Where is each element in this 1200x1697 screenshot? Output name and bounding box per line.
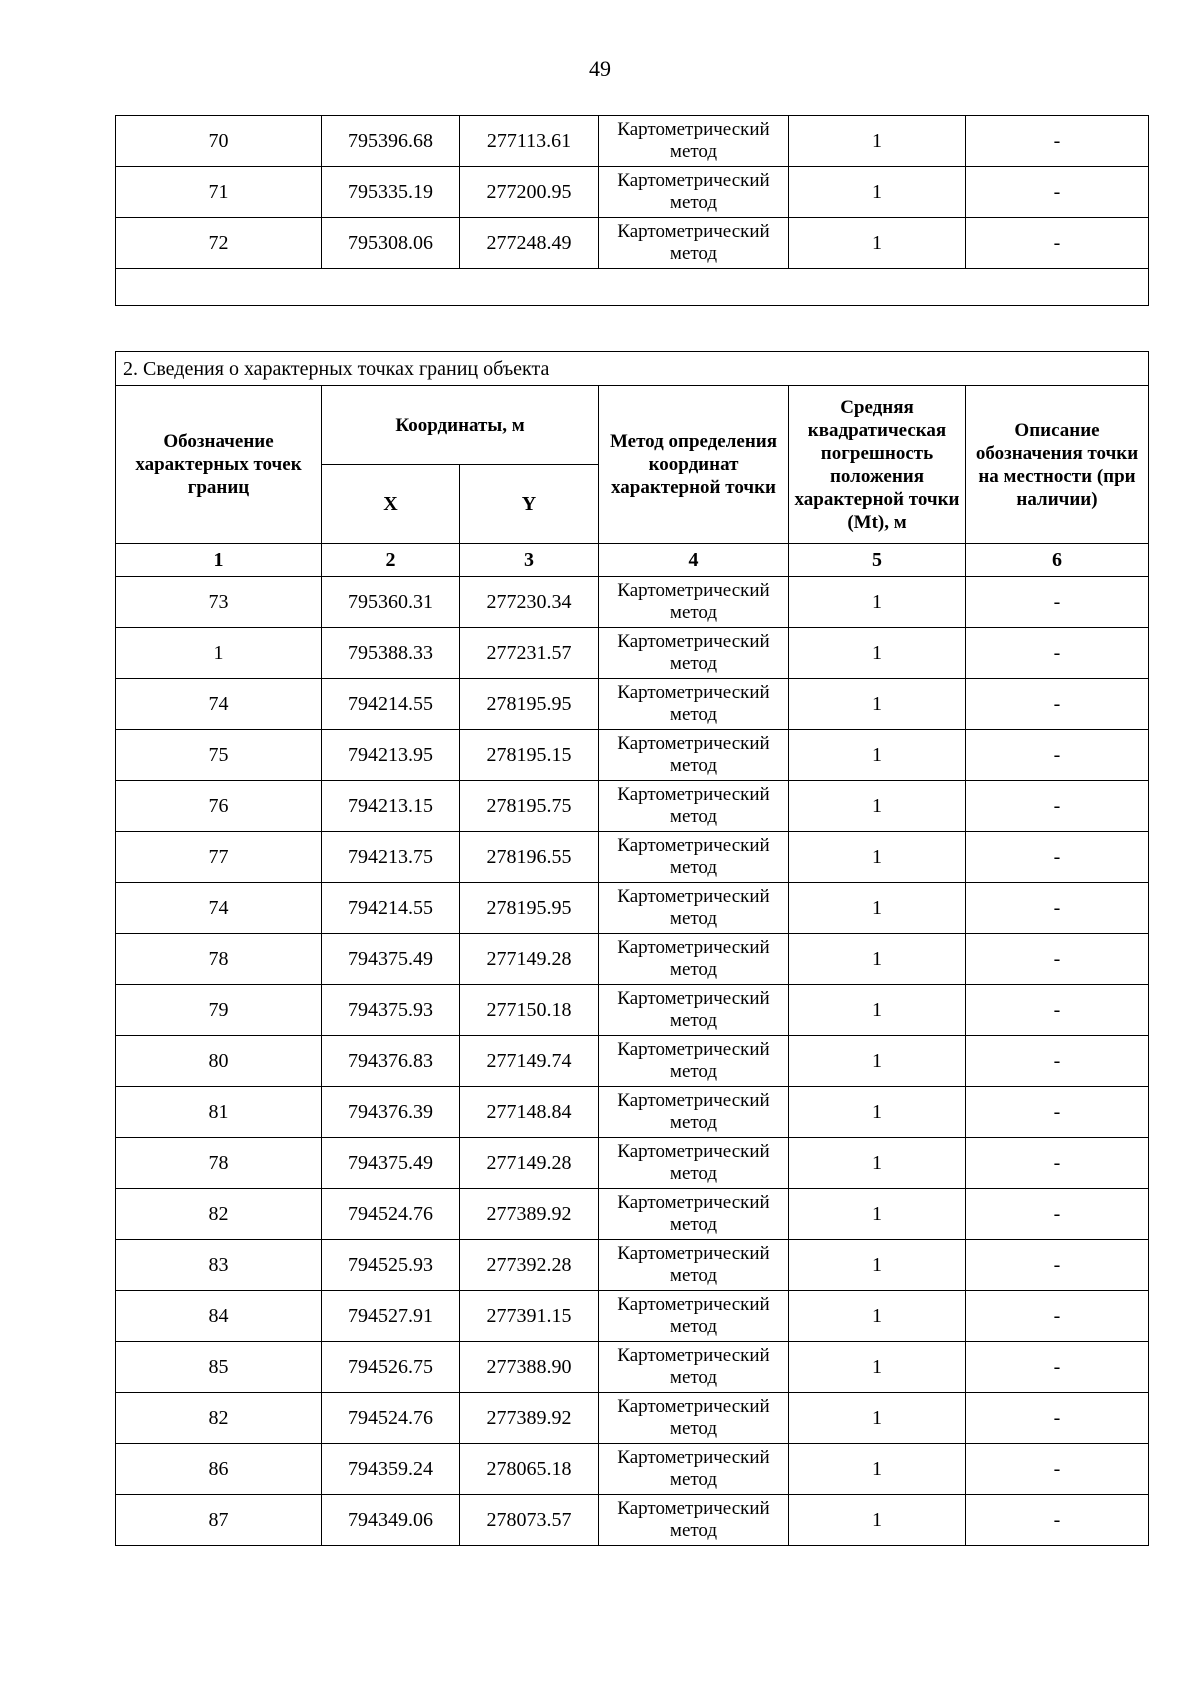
cell-description: - [966, 1087, 1149, 1138]
method-line: Картометрический [617, 221, 770, 242]
coordinates-table-continuation [115, 115, 1149, 306]
method-line: метод [669, 653, 718, 674]
method-line: метод [669, 1265, 718, 1286]
table-row [116, 883, 1149, 934]
cell-y: 277149.28 [460, 1138, 599, 1189]
cell-method [599, 1342, 789, 1393]
cell-method [599, 1291, 789, 1342]
cell-mt: 1 [789, 832, 966, 883]
cell-x: 795335.19 [322, 167, 460, 218]
cell-point: 74 [116, 883, 322, 934]
page-number: 49 [589, 56, 611, 81]
method-line: Картометрический [617, 1141, 770, 1162]
header-mt-error: Средняя квадратическая погрешность положения характерной точки (Mt), м [789, 386, 966, 544]
header-x: X [322, 465, 460, 544]
cell-x: 794375.93 [322, 985, 460, 1036]
cell-mt: 1 [789, 781, 966, 832]
table-row [116, 985, 1149, 1036]
cell-x: 794376.39 [322, 1087, 460, 1138]
cell-x: 795308.06 [322, 218, 460, 269]
cell-x: 794214.55 [322, 679, 460, 730]
cell-method [599, 628, 789, 679]
table-row [116, 1393, 1149, 1444]
cell-point: 75 [116, 730, 322, 781]
cell-point: 79 [116, 985, 322, 1036]
cell-description: - [966, 832, 1149, 883]
method-line: Картометрический [617, 835, 770, 856]
method-line: Картометрический [617, 1498, 770, 1519]
cell-point: 73 [116, 577, 322, 628]
cell-x: 794213.75 [322, 832, 460, 883]
cell-x: 794359.24 [322, 1444, 460, 1495]
cell-description: - [966, 1342, 1149, 1393]
method-line: метод [669, 1061, 718, 1082]
header-coordinates: Координаты, м [322, 386, 599, 465]
cell-mt: 1 [789, 1393, 966, 1444]
cell-mt: 1 [789, 1291, 966, 1342]
cell-y: 277389.92 [460, 1189, 599, 1240]
cell-point: 86 [116, 1444, 322, 1495]
cell-point: 78 [116, 1138, 322, 1189]
cell-x: 794214.55 [322, 883, 460, 934]
cell-y: 278195.95 [460, 679, 599, 730]
column-number: 1 [116, 544, 322, 577]
cell-method [599, 1138, 789, 1189]
table-row [116, 1444, 1149, 1495]
table-row [116, 1087, 1149, 1138]
method-line: Картометрический [617, 1345, 770, 1366]
cell-method [599, 730, 789, 781]
table-caption: 2. Сведения о характерных точках границ объекта [116, 352, 1149, 386]
cell-description: - [966, 1291, 1149, 1342]
cell-y: 278073.57 [460, 1495, 599, 1546]
table-row [116, 1036, 1149, 1087]
cell-x: 794525.93 [322, 1240, 460, 1291]
cell-x: 795388.33 [322, 628, 460, 679]
method-line: Картометрический [617, 1039, 770, 1060]
cell-description: - [966, 934, 1149, 985]
method-line: Картометрический [617, 1243, 770, 1264]
method-line: метод [669, 1163, 718, 1184]
cell-point: 78 [116, 934, 322, 985]
cell-mt: 1 [789, 934, 966, 985]
cell-x: 794527.91 [322, 1291, 460, 1342]
cell-method [599, 1189, 789, 1240]
cell-method [599, 934, 789, 985]
method-line: метод [669, 192, 718, 213]
cell-method [599, 218, 789, 269]
table-row [116, 679, 1149, 730]
cell-method [599, 832, 789, 883]
cell-point: 1 [116, 628, 322, 679]
method-line: Картометрический [617, 1447, 770, 1468]
method-line: Картометрический [617, 170, 770, 191]
method-line: метод [669, 755, 718, 776]
cell-y: 277148.84 [460, 1087, 599, 1138]
cell-y: 278065.18 [460, 1444, 599, 1495]
cell-description: - [966, 1393, 1149, 1444]
table-row [116, 577, 1149, 628]
table-row [116, 934, 1149, 985]
cell-x: 794524.76 [322, 1393, 460, 1444]
column-number: 2 [322, 544, 460, 577]
cell-point: 83 [116, 1240, 322, 1291]
cell-description: - [966, 1240, 1149, 1291]
table-row [116, 167, 1149, 218]
method-line: метод [669, 1469, 718, 1490]
cell-x: 794349.06 [322, 1495, 460, 1546]
method-line: метод [669, 1316, 718, 1337]
cell-method [599, 1444, 789, 1495]
cell-y: 277389.92 [460, 1393, 599, 1444]
cell-mt: 1 [789, 730, 966, 781]
cell-description: - [966, 1189, 1149, 1240]
cell-description: - [966, 781, 1149, 832]
cell-y: 278195.95 [460, 883, 599, 934]
cell-mt: 1 [789, 1495, 966, 1546]
cell-point: 72 [116, 218, 322, 269]
cell-description: - [966, 577, 1149, 628]
cell-description: - [966, 628, 1149, 679]
cell-y: 277150.18 [460, 985, 599, 1036]
table-row [116, 116, 1149, 167]
cell-description: - [966, 1444, 1149, 1495]
table-row [116, 730, 1149, 781]
cell-description: - [966, 730, 1149, 781]
cell-x: 794524.76 [322, 1189, 460, 1240]
cell-y: 277388.90 [460, 1342, 599, 1393]
cell-method [599, 1393, 789, 1444]
cell-mt: 1 [789, 116, 966, 167]
empty-cell [116, 269, 1149, 306]
cell-method [599, 1240, 789, 1291]
cell-point: 76 [116, 781, 322, 832]
cell-description: - [966, 1495, 1149, 1546]
method-line: метод [669, 243, 718, 264]
method-line: Картометрический [617, 886, 770, 907]
cell-x: 794375.49 [322, 1138, 460, 1189]
cell-point: 77 [116, 832, 322, 883]
table-row [116, 1495, 1149, 1546]
cell-method [599, 116, 789, 167]
cell-description: - [966, 985, 1149, 1036]
cell-point: 84 [116, 1291, 322, 1342]
method-line: метод [669, 1214, 718, 1235]
table-row [116, 1189, 1149, 1240]
cell-y: 278195.15 [460, 730, 599, 781]
cell-mt: 1 [789, 1189, 966, 1240]
cell-description: - [966, 883, 1149, 934]
cell-mt: 1 [789, 1444, 966, 1495]
cell-method [599, 167, 789, 218]
column-number: 6 [966, 544, 1149, 577]
method-line: Картометрический [617, 119, 770, 140]
cell-mt: 1 [789, 218, 966, 269]
method-line: Картометрический [617, 580, 770, 601]
empty-row [116, 269, 1149, 306]
cell-point: 74 [116, 679, 322, 730]
method-line: Картометрический [617, 1294, 770, 1315]
cell-y: 277149.74 [460, 1036, 599, 1087]
cell-description: - [966, 679, 1149, 730]
cell-point: 82 [116, 1189, 322, 1240]
method-line: метод [669, 857, 718, 878]
method-line: Картометрический [617, 1396, 770, 1417]
cell-x: 794376.83 [322, 1036, 460, 1087]
cell-y: 277248.49 [460, 218, 599, 269]
cell-x: 794526.75 [322, 1342, 460, 1393]
method-line: Картометрический [617, 631, 770, 652]
cell-x: 795396.68 [322, 116, 460, 167]
header-description: Описание обозначения точки на местности (при наличии) [966, 386, 1149, 544]
header-y: Y [460, 465, 599, 544]
cell-description: - [966, 167, 1149, 218]
method-line: метод [669, 1112, 718, 1133]
method-line: Картометрический [617, 1192, 770, 1213]
method-line: Картометрический [617, 1090, 770, 1111]
cell-y: 277392.28 [460, 1240, 599, 1291]
method-line: Картометрический [617, 784, 770, 805]
table-row [116, 832, 1149, 883]
method-line: метод [669, 1520, 718, 1541]
cell-method [599, 781, 789, 832]
method-line: метод [669, 1010, 718, 1031]
cell-x: 794375.49 [322, 934, 460, 985]
table-row [116, 218, 1149, 269]
cell-method [599, 883, 789, 934]
cell-method [599, 679, 789, 730]
method-line: метод [669, 602, 718, 623]
cell-x: 795360.31 [322, 577, 460, 628]
column-number: 3 [460, 544, 599, 577]
cell-point: 71 [116, 167, 322, 218]
cell-method [599, 985, 789, 1036]
cell-y: 277391.15 [460, 1291, 599, 1342]
cell-x: 794213.15 [322, 781, 460, 832]
cell-mt: 1 [789, 628, 966, 679]
method-line: метод [669, 1418, 718, 1439]
cell-y: 277231.57 [460, 628, 599, 679]
cell-method [599, 1087, 789, 1138]
cell-point: 87 [116, 1495, 322, 1546]
cell-y: 277200.95 [460, 167, 599, 218]
cell-mt: 1 [789, 1036, 966, 1087]
cell-mt: 1 [789, 985, 966, 1036]
cell-mt: 1 [789, 577, 966, 628]
cell-method [599, 1495, 789, 1546]
method-line: метод [669, 1367, 718, 1388]
cell-point: 70 [116, 116, 322, 167]
table-row [116, 628, 1149, 679]
cell-method [599, 577, 789, 628]
table-row [116, 781, 1149, 832]
cell-mt: 1 [789, 1240, 966, 1291]
cell-description: - [966, 116, 1149, 167]
column-number: 5 [789, 544, 966, 577]
cell-mt: 1 [789, 1087, 966, 1138]
method-line: Картометрический [617, 988, 770, 1009]
boundary-points-table [115, 351, 1149, 1546]
cell-mt: 1 [789, 679, 966, 730]
cell-mt: 1 [789, 1138, 966, 1189]
cell-point: 85 [116, 1342, 322, 1393]
cell-description: - [966, 1036, 1149, 1087]
header-point-designation: Обозначение характерных точек границ [116, 386, 322, 544]
cell-description: - [966, 1138, 1149, 1189]
cell-point: 82 [116, 1393, 322, 1444]
cell-mt: 1 [789, 883, 966, 934]
method-line: метод [669, 806, 718, 827]
method-line: метод [669, 141, 718, 162]
cell-y: 278195.75 [460, 781, 599, 832]
cell-point: 80 [116, 1036, 322, 1087]
table-row [116, 1240, 1149, 1291]
method-line: метод [669, 908, 718, 929]
method-line: Картометрический [617, 937, 770, 958]
cell-y: 277149.28 [460, 934, 599, 985]
method-line: метод [669, 959, 718, 980]
cell-mt: 1 [789, 167, 966, 218]
cell-y: 278196.55 [460, 832, 599, 883]
method-line: метод [669, 704, 718, 725]
method-line: Картометрический [617, 733, 770, 754]
cell-x: 794213.95 [322, 730, 460, 781]
cell-method [599, 1036, 789, 1087]
cell-y: 277230.34 [460, 577, 599, 628]
header-method: Метод определения координат характерной точки [599, 386, 789, 544]
column-number: 4 [599, 544, 789, 577]
cell-description: - [966, 218, 1149, 269]
cell-point: 81 [116, 1087, 322, 1138]
table-row [116, 1138, 1149, 1189]
method-line: Картометрический [617, 682, 770, 703]
table-row [116, 1291, 1149, 1342]
cell-mt: 1 [789, 1342, 966, 1393]
cell-y: 277113.61 [460, 116, 599, 167]
table-row [116, 1342, 1149, 1393]
